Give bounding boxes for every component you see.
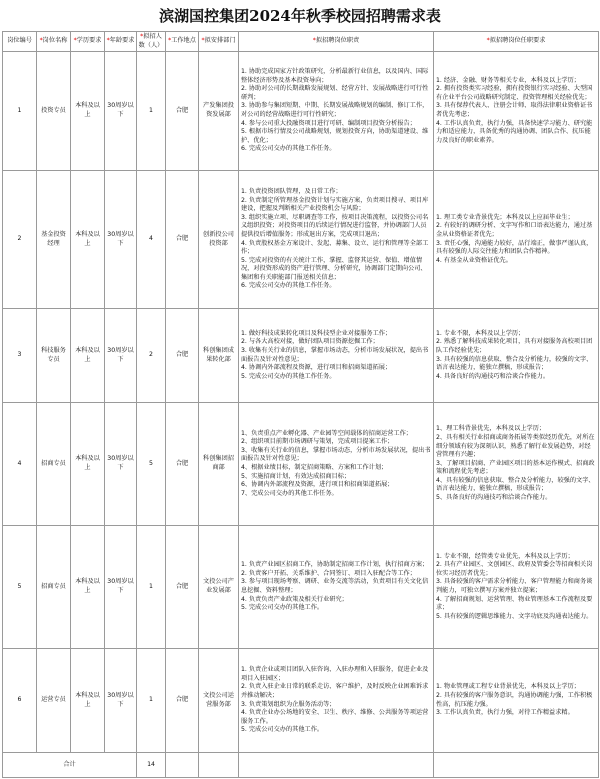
header-location: *工作地点 — [166, 32, 199, 52]
work-location: 合肥 — [166, 171, 199, 309]
header-count: *拟招人数（人） — [137, 32, 166, 52]
duty-item: 1. 负责企业或项目团队入驻咨询、入驻办理和入驻服务，促进企业及项目入驻园区； — [241, 666, 429, 682]
position-name: 招商专员 — [37, 403, 71, 526]
work-location: 合肥 — [166, 526, 199, 649]
requirement-item: 2. 有较好的调研分析、文字写作和口语表达能力，通过基金从业资格证者优先； — [436, 222, 593, 238]
department: 科创集团成果转化部 — [199, 309, 239, 403]
duties-list — [239, 403, 434, 526]
requirement-item: 1. 专业不限，经管类专业优先，本科及以上学历； — [436, 552, 574, 560]
education-req: 本科及以上 — [71, 309, 105, 403]
age-req: 30周岁以下 — [105, 52, 137, 171]
requirement-item: 3. 工作认真负责，执行力强，对待工作精益求精。 — [436, 709, 574, 717]
empty-cell — [434, 753, 599, 778]
page-title: 滨湖国控集团2024年秋季校园招聘需求表 — [159, 7, 441, 25]
requirements-list — [434, 52, 599, 171]
total-label: 合计 — [3, 753, 137, 778]
duty-item: 5、实施招商计划，有效达成招商目标； — [241, 472, 351, 480]
duty-item: 5. 完成公司交办的其他工作。 — [241, 726, 324, 734]
position-name: 招商专员 — [37, 526, 71, 649]
duty-item: 3. 收集有关行业的信息，掌握市场动态，分析市场发展状况，提出书面报告及针对性意见； — [241, 346, 429, 363]
requirements-list — [434, 403, 599, 526]
work-location: 合肥 — [166, 52, 199, 171]
work-location: 合肥 — [166, 403, 199, 526]
table-row — [3, 649, 599, 753]
header-age: *年龄要求 — [105, 32, 137, 52]
duty-item: 1. 做好科技成果转化项目及科技型企业对接服务工作； — [241, 329, 392, 337]
requirement-item: 2、具有相关行业招商或商务拓展等类似经历优先，对所在细分领域有较为深刻认识，熟悉了解行业发展趋势，对经营管理有兴趣； — [436, 433, 595, 459]
position-name: 投资专员 — [37, 52, 71, 171]
requirement-item: 3、了解项目招商、产业园区项目的基本运作模式、招商政策和流程优先考虑； — [436, 459, 595, 476]
requirement-item: 1. 专业不限，本科及以上学历； — [436, 329, 525, 337]
empty-cell — [166, 753, 199, 778]
requirement-item: 2. 具有产业园区、文创园区、政府及管委会等招商相关岗位实习经历者优先； — [436, 561, 593, 577]
position-id: 1 — [3, 52, 37, 171]
empty-cell — [199, 753, 239, 778]
requirement-item: 4. 工作认真负责，执行力强，具备快速学习能力、研究能力和适应能力，具备优秀的沟通协调、团队合作、抗压能力及良好的职业素养。 — [436, 119, 593, 144]
position-id: 6 — [3, 649, 37, 753]
duty-item: 5. 根据市场行情及公司战略规划，规划投资方向，协助渠道建设、维护、优化； — [241, 128, 429, 144]
age-req: 30周岁以下 — [105, 649, 137, 753]
duty-item: 1、负责重点产业孵化器、产业园等空间载体的招商运营工作； — [241, 429, 412, 437]
work-location: 合肥 — [166, 309, 199, 403]
duty-item: 3. 负责策划组织为企服务活动等； — [241, 700, 336, 708]
requirement-item: 3. 具备较强的客户需求分析能力、客户管理能力和商务谈判能力，可独立撰写方案并独立提案； — [436, 578, 593, 594]
requirement-item: 2. 具有较强的客户服务意识，沟通协调能力强，工作积极性高，抗压能力强。 — [436, 691, 593, 708]
table-row — [3, 171, 599, 309]
duty-item: 6. 完成公司交办的其他工作任务。 — [241, 282, 336, 290]
age-req: 30周岁以下 — [105, 403, 137, 526]
duty-item: 2. 协助对公司的长期战略发展规划、经营方针、发展战略进行可行性研判； — [241, 85, 429, 101]
requirement-item: 5. 具有较强的逻辑思维能力、文字功底及沟通表达能力。 — [436, 612, 593, 620]
duty-item: 4. 负责股权基金方案设计、发起、募集、设立、运行和管理等全部工作； — [241, 239, 429, 256]
education-req: 本科及以上 — [71, 171, 105, 309]
duty-item: 3. 参与项目现场考察、调研、业务交流等活动，负责项目有关文化信息挖掘、资料整理； — [241, 578, 429, 594]
hire-count: 2 — [137, 309, 166, 403]
duty-item: 3. 组织实施立项、尽职调查等工作，按项目决策流程，以投资公司名义组织投资；对投资项目的后续运行情况进行监督，并协调部门人员提供投后增值服务；形成退出方案，完成项目退出； — [241, 213, 429, 238]
duty-item: 3、收集有关行业的信息，掌握市场动态，分析市场发展状况，提出书面报告及针对性意见； — [241, 446, 431, 463]
education-req: 本科及以上 — [71, 526, 105, 649]
department: 产发集团投资发展部 — [199, 52, 239, 171]
requirement-item: 5、具备良好的沟通技巧和洽谈合作能力。 — [436, 494, 552, 502]
requirement-item: 1. 理工类专业背景优先；本科及以上应届毕业生； — [436, 213, 574, 221]
duty-item: 2. 负责制定所管理基金投资计划与实施方案，负责项目搜寻、项目库建设，把握及判断相关产业投资机会与风险； — [241, 196, 429, 213]
duties-list — [239, 649, 434, 753]
total-row — [3, 753, 599, 778]
duties-list — [239, 52, 434, 171]
hire-count: 1 — [137, 649, 166, 753]
requirement-item: 4. 有基金从业资格证优先。 — [436, 256, 512, 264]
age-req: 30周岁以下 — [105, 526, 137, 649]
work-location: 合肥 — [166, 649, 199, 753]
position-name: 运营专员 — [37, 649, 71, 753]
duties-list — [239, 171, 434, 309]
requirement-item: 1、理工科背景优先，本科及以上学历； — [436, 425, 546, 433]
duty-item: 4、根据业绩目标，制定招商策略、方案和工作计划； — [241, 464, 388, 471]
table-header-row — [3, 32, 599, 52]
duty-item: 5. 完成对投资的有关统计工作，掌握、监督其运营、保值、增值情况，对投资形成的资产进行管理、分析研究，协调部门定期向公司、集团和有关职能部门报送相关信息； — [241, 256, 427, 281]
requirements-list — [434, 309, 599, 403]
duty-item: 1. 负责投资团队管理，及日常工作； — [241, 187, 342, 195]
duty-item: 3. 协助参与集团短期、中期、长期发展战略规划的编制、修订工作，对公司的经营战略进行可行性研究； — [241, 102, 429, 118]
duty-item: 6、协调内外部流程及资源，进行项目和招商渠道拓展； — [241, 481, 394, 489]
requirement-item: 1. 物业管理或工程专业背景优先，本科及以上学历； — [436, 683, 580, 691]
duty-item: 6. 完成公司交办的其他工作任务。 — [241, 145, 336, 153]
department: 创新投公司投资部 — [199, 171, 239, 309]
duty-item: 5. 完成公司交办的其他工作任务。 — [241, 372, 336, 380]
table-row — [3, 403, 599, 526]
total-count: 14 — [137, 753, 166, 778]
position-name: 基金投资经理 — [37, 171, 71, 309]
header-department: *拟安排部门 — [199, 32, 239, 52]
requirement-item: 4. 具备良好的沟通技巧和洽谈合作能力。 — [436, 372, 550, 380]
header-duties: *拟招聘岗位职责 — [239, 32, 434, 52]
duty-item: 2、组织项目前期市场调研与策划，完成项目提案工作； — [241, 438, 394, 446]
department: 文投公司产业发展部 — [199, 526, 239, 649]
requirement-item: 3. 责任心强，沟通能力较好，品行端正，做事严谨认真，具有较强的人际交往能力和团队合作精神。 — [436, 239, 593, 256]
requirement-item: 3. 具有保荐代表人、注册会计师、取得法律职业资格证书者优先考虑； — [436, 102, 593, 118]
hire-count: 5 — [137, 403, 166, 526]
duty-item: 4. 协调内外部流程及资源，进行项目和招商渠道拓展； — [241, 364, 392, 372]
education-req: 本科及以上 — [71, 649, 105, 753]
requirement-item: 2. 熟悉了解科技成果转化项目，具有对接服务高校项目团队工作经验优先； — [436, 338, 593, 354]
department: 科创集团招商部 — [199, 403, 239, 526]
requirements-list — [434, 649, 599, 753]
duty-item: 7、完成公司交办的其他工作任务。 — [241, 489, 338, 497]
duties-list — [239, 309, 434, 403]
header-education: *学历要求 — [71, 32, 105, 52]
header-id: 岗位编号 — [3, 32, 37, 52]
duty-item: 4. 负责负责产业政策及相关行业研究； — [241, 595, 348, 603]
recruitment-table — [2, 31, 599, 778]
header-requirements: *拟招聘岗位任职要求 — [434, 32, 599, 52]
duty-item: 4. 负责企业办公场地的安全、卫生、秩序、维修、公共服务等项运营服务工作。 — [241, 709, 429, 725]
position-id: 2 — [3, 171, 37, 309]
education-req: 本科及以上 — [71, 52, 105, 171]
header-name: *岗位名称 — [37, 32, 71, 52]
position-id: 5 — [3, 526, 37, 649]
requirement-item: 4. 了解招商规划、运营管理、物业管理基本工作流程及要求； — [436, 595, 593, 612]
requirement-item: 4、具有较强的信息获取、整合及分析能力，较强的文字、语言表达能力，能独立撰稿，形成报告； — [436, 476, 595, 493]
age-req: 30周岁以下 — [105, 309, 137, 403]
position-name: 科技服务专员 — [37, 309, 71, 403]
table-row — [3, 526, 599, 649]
hire-count: 1 — [137, 526, 166, 649]
requirements-list — [434, 526, 599, 649]
duty-item: 2. 负责入驻企业日常的联系走访、客户维护，及时反映企业困难诉求并推动解决； — [241, 683, 429, 699]
requirement-item: 2. 拥有投资类实习经验，拥有投资银行实习经验、大型国有企业平台公司战略研究制定、投资管理相关经验优先； — [436, 85, 593, 101]
duty-item: 5. 完成公司交办的其他工作。 — [241, 604, 324, 612]
duties-list — [239, 526, 434, 649]
duty-item: 1. 负责产业园区招商工作，协助制定招商工作计划，执行招商方案； — [241, 561, 429, 569]
requirement-item: 3. 具有较强的信息获取、整合及分析能力，较强的文字、语言表达能力，能独立撰稿，形成报告； — [436, 355, 593, 372]
duty-item: 4. 参与公司重大投融资项目进行可研、编制项目投资分析报告； — [241, 119, 416, 127]
empty-cell — [239, 753, 434, 778]
table-row — [3, 309, 599, 403]
duty-item: 2. 与各大高校对接，做好团队项目资源挖掘工作； — [241, 338, 379, 346]
age-req: 30周岁以下 — [105, 171, 137, 309]
duty-item: 1. 协助完成国家方针政策研究，分析最新行业信息，以及国内、国际整体经济形势及基本投资导向； — [241, 68, 429, 84]
requirements-list — [434, 171, 599, 309]
position-id: 3 — [3, 309, 37, 403]
table-row — [3, 52, 599, 171]
position-id: 4 — [3, 403, 37, 526]
education-req: 本科及以上 — [71, 403, 105, 526]
hire-count: 1 — [137, 52, 166, 171]
hire-count: 4 — [137, 171, 166, 309]
duty-item: 2. 负责客户开拓、关系维护、合同签订、项目入驻配合等工作； — [241, 569, 416, 577]
department: 文投公司运营服务部 — [199, 649, 239, 753]
requirement-item: 1. 经济、金融、财务等相关专业，本科及以上学历； — [436, 76, 580, 84]
